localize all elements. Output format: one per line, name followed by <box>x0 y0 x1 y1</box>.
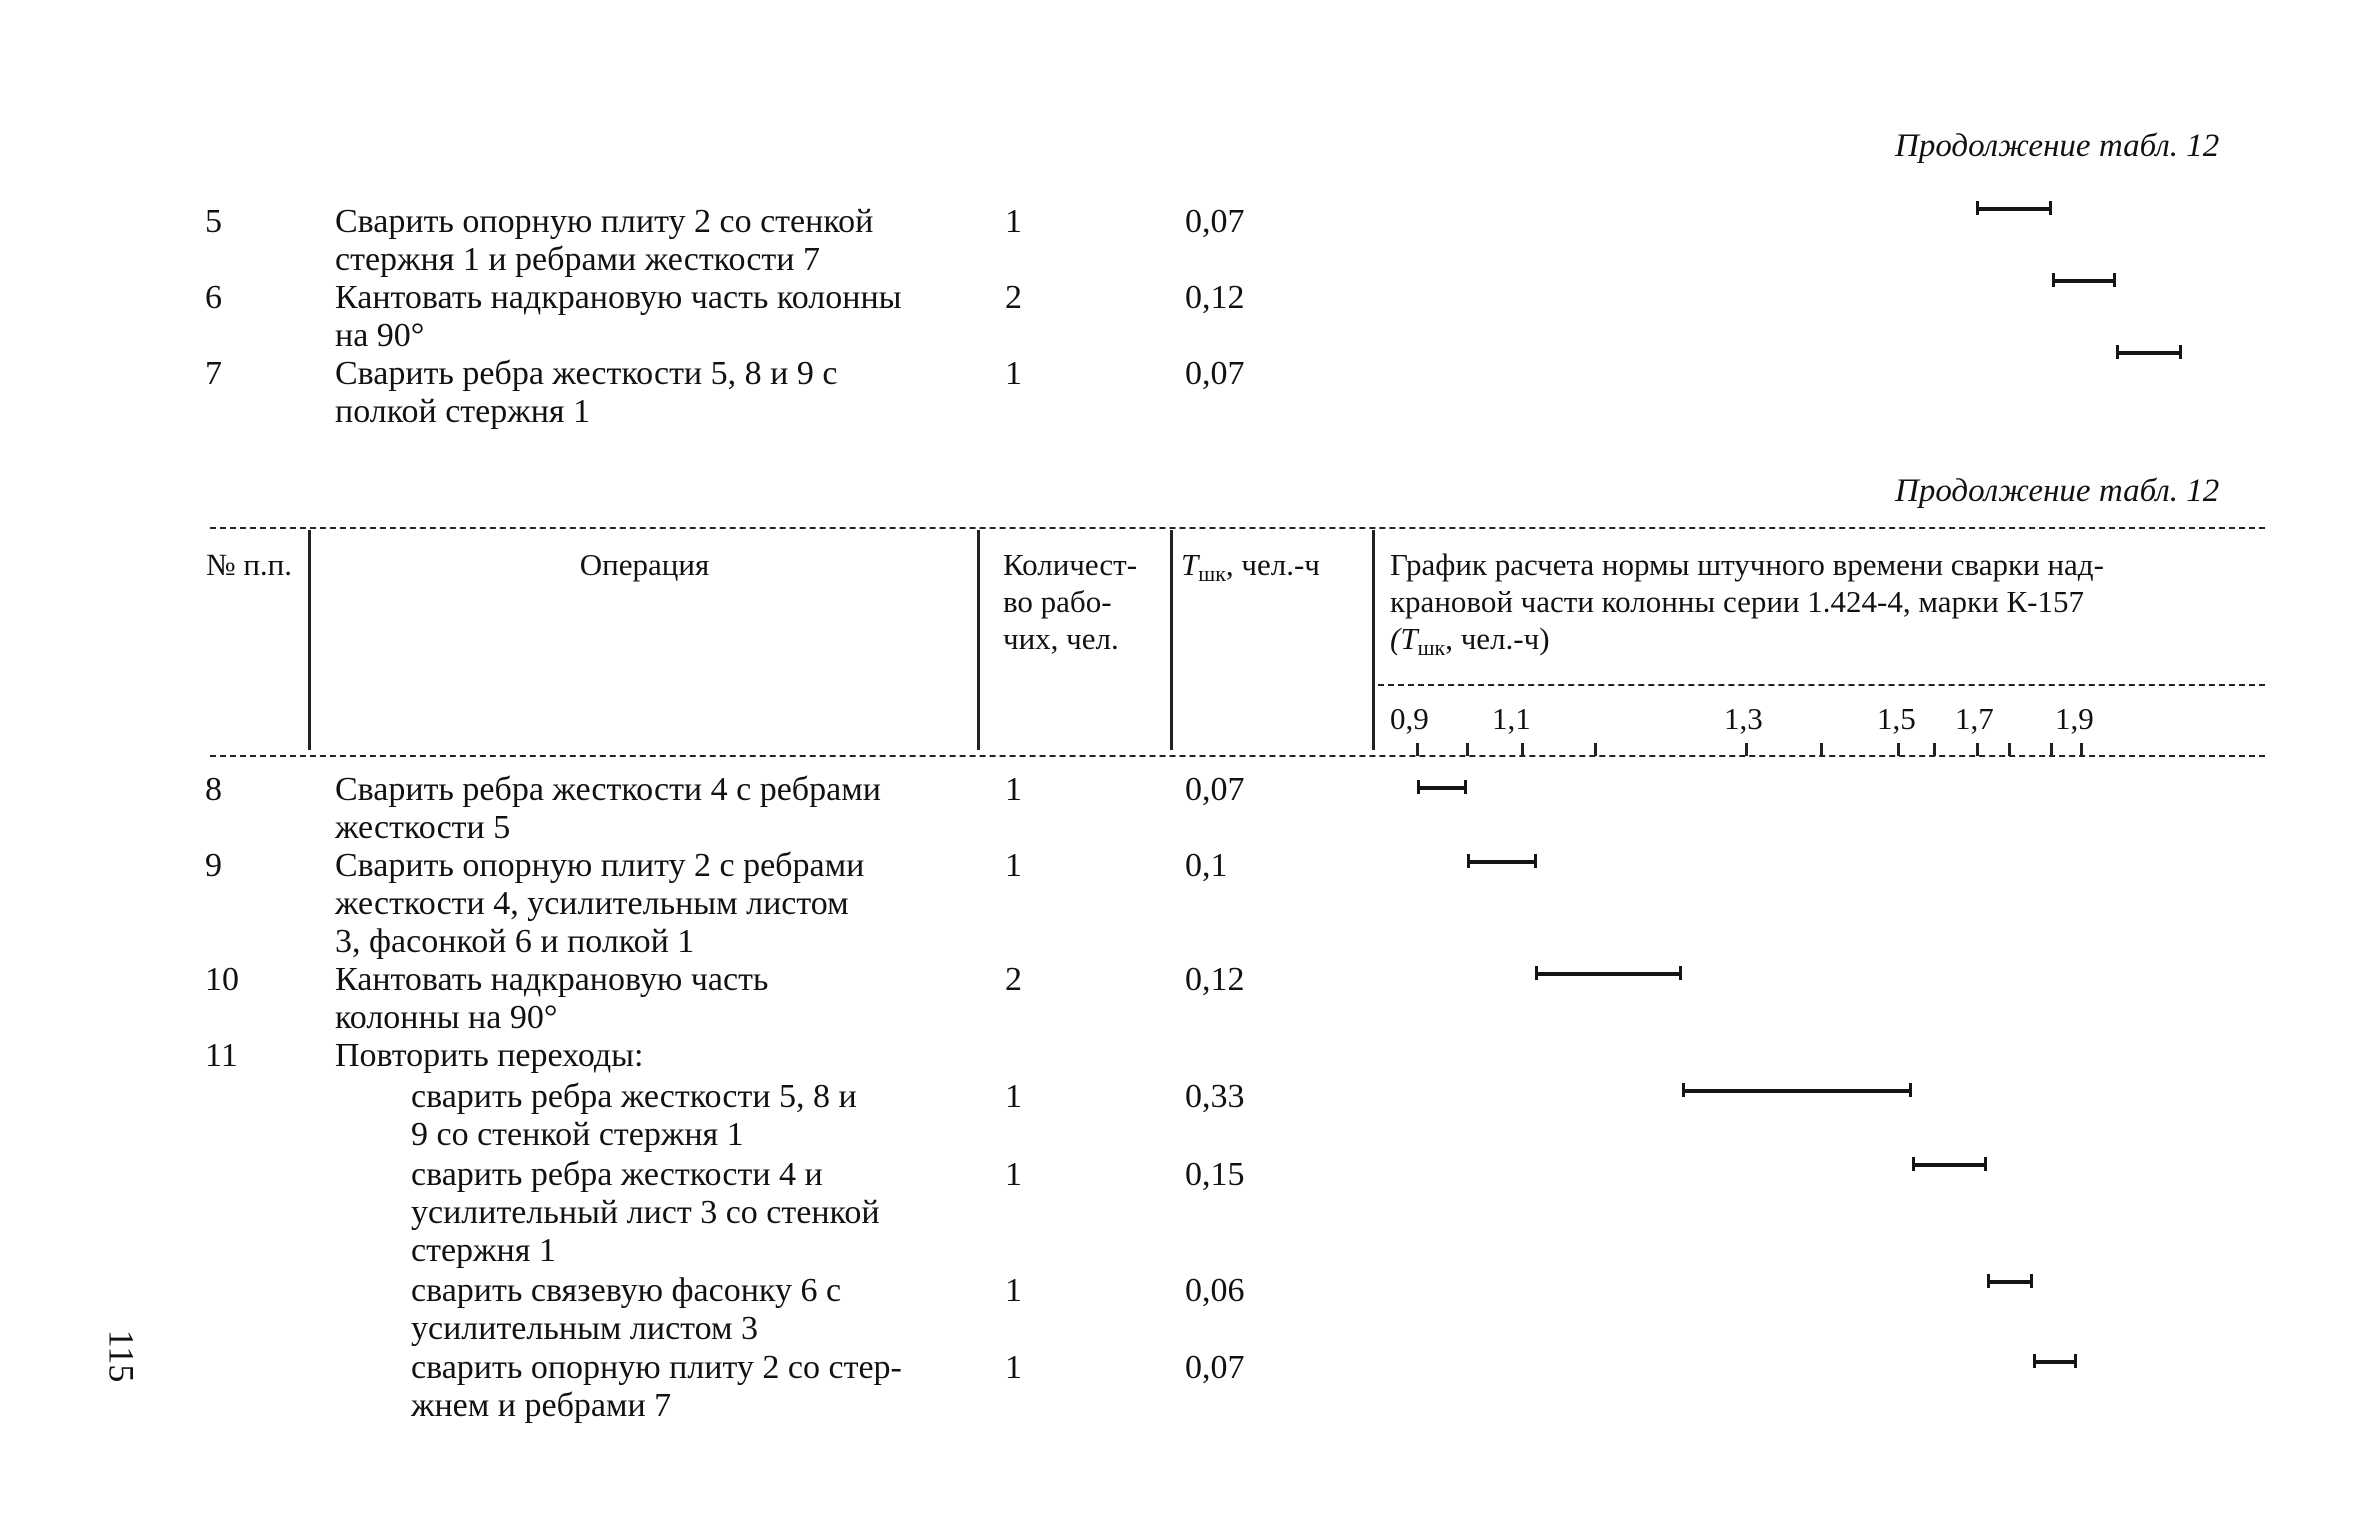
operation-line: сварить опорную плиту 2 со стер- <box>411 1349 902 1386</box>
table-caption-main: Продолжение табл. 12 <box>1895 473 2220 509</box>
header-line: Количест- <box>1003 547 1138 582</box>
operation-line: Сварить опорную плиту 2 с ребрами <box>335 847 865 884</box>
operation-line: жесткости 5 <box>335 809 511 846</box>
operation-line: на 90° <box>335 317 425 354</box>
time-subscript: шк <box>1198 561 1226 586</box>
scale-tick <box>1745 743 1748 756</box>
gantt-bar <box>1467 860 1537 864</box>
operation-line: Кантовать надкрановую часть <box>335 961 769 998</box>
operation-line: Повторить переходы: <box>335 1037 644 1074</box>
scale-tick <box>2050 743 2053 756</box>
gantt-bar <box>2052 279 2116 283</box>
workers-value: 1 <box>1005 355 1022 392</box>
column-divider <box>977 530 980 750</box>
time-value: 0,07 <box>1185 1349 1245 1386</box>
operation-line: 9 со стенкой стержня 1 <box>411 1116 744 1153</box>
workers-value: 2 <box>1005 279 1022 316</box>
chart-symbol: (T <box>1390 621 1418 656</box>
operation-line: жесткости 4, усилительным листом <box>335 885 849 922</box>
header-line: График расчета нормы штучного времени сварки над- <box>1390 547 2104 582</box>
scale-label: 0,9 <box>1390 701 1429 736</box>
operation-line: стержня 1 <box>411 1232 556 1269</box>
time-value: 0,33 <box>1185 1078 1245 1115</box>
header-bottom-rule <box>210 755 2265 757</box>
operation-line: Сварить ребра жесткости 4 с ребрами <box>335 771 881 808</box>
row-number: 8 <box>205 771 222 808</box>
time-unit: , чел.-ч <box>1225 547 1320 582</box>
time-value: 0,07 <box>1185 771 1245 808</box>
gantt-bar <box>1417 786 1467 790</box>
gantt-bar <box>1987 1280 2033 1284</box>
header-line <box>1390 620 1550 666</box>
scale-tick <box>1933 743 1936 756</box>
scale-rule <box>1378 684 2265 686</box>
row-number: 6 <box>205 279 222 316</box>
operation-line: Сварить ребра жесткости 5, 8 и 9 с <box>335 355 838 392</box>
column-divider <box>308 530 311 750</box>
gantt-bar <box>2116 351 2182 355</box>
operation-line: колонны на 90° <box>335 999 558 1036</box>
scale-tick <box>1521 743 1524 756</box>
operation-line: стержня 1 и ребрами жесткости 7 <box>335 241 820 278</box>
col-header-number: № п.п. <box>206 547 293 582</box>
scale-tick <box>2008 743 2011 756</box>
operation-line: Кантовать надкрановую часть колонны <box>335 279 902 316</box>
time-symbol: T <box>1181 547 1199 582</box>
scale-label: 1,5 <box>1877 701 1916 736</box>
table-top-rule <box>210 527 2265 529</box>
time-value: 0,07 <box>1185 355 1245 392</box>
scale-tick <box>1897 743 1900 756</box>
time-value: 0,12 <box>1185 279 1245 316</box>
page-number: 115 <box>101 1329 142 1383</box>
time-value: 0,07 <box>1185 203 1245 240</box>
workers-value: 1 <box>1005 1078 1022 1115</box>
scale-tick <box>1466 743 1469 756</box>
header-line: чих, чел. <box>1003 621 1119 656</box>
header-line: крановой части колонны серии 1.424-4, марки К-157 <box>1390 584 2084 619</box>
workers-value: 1 <box>1005 1272 1022 1309</box>
gantt-bar <box>1682 1089 1912 1093</box>
time-value: 0,12 <box>1185 961 1245 998</box>
operation-line: Сварить опорную плиту 2 со стенкой <box>335 203 874 240</box>
row-number: 9 <box>205 847 222 884</box>
operation-line: 3, фасонкой 6 и полкой 1 <box>335 923 695 960</box>
col-header-operation: Операция <box>579 547 710 582</box>
gantt-bar <box>1535 972 1682 976</box>
scale-label: 1,1 <box>1492 701 1531 736</box>
scale-label: 1,7 <box>1955 701 1994 736</box>
scale-tick <box>2080 743 2083 756</box>
workers-value: 1 <box>1005 203 1022 240</box>
operation-line: усилительный лист 3 со стенкой <box>411 1194 880 1231</box>
scale-tick <box>1820 743 1823 756</box>
gantt-bar <box>2033 1360 2077 1364</box>
row-number: 7 <box>205 355 222 392</box>
col-header-time <box>1181 546 1320 592</box>
operation-line: усилительным листом 3 <box>411 1310 758 1347</box>
row-number: 11 <box>205 1037 238 1074</box>
scale-tick <box>1416 743 1419 756</box>
time-value: 0,15 <box>1185 1156 1245 1193</box>
operation-line: сварить связевую фасонку 6 с <box>411 1272 842 1309</box>
chart-subscript: шк <box>1417 635 1446 660</box>
chart-unit: , чел.-ч) <box>1445 621 1550 656</box>
scale-tick <box>1594 743 1597 756</box>
operation-line: сварить ребра жесткости 4 и <box>411 1156 823 1193</box>
column-divider <box>1372 530 1375 750</box>
time-value: 0,06 <box>1185 1272 1245 1309</box>
gantt-bar <box>1976 207 2052 211</box>
workers-value: 1 <box>1005 1349 1022 1386</box>
column-divider <box>1170 530 1173 750</box>
workers-value: 1 <box>1005 771 1022 808</box>
table-caption-top: Продолжение табл. 12 <box>1895 128 2220 164</box>
scale-label: 1,3 <box>1724 701 1763 736</box>
workers-value: 1 <box>1005 847 1022 884</box>
scale-tick <box>1976 743 1979 756</box>
operation-line: полкой стержня 1 <box>335 393 591 430</box>
workers-value: 2 <box>1005 961 1022 998</box>
time-value: 0,1 <box>1185 847 1228 884</box>
row-number: 5 <box>205 203 222 240</box>
workers-value: 1 <box>1005 1156 1022 1193</box>
operation-line: сварить ребра жесткости 5, 8 и <box>411 1078 857 1115</box>
scale-label: 1,9 <box>2055 701 2094 736</box>
gantt-bar <box>1912 1163 1987 1167</box>
operation-line: жнем и ребрами 7 <box>411 1387 672 1424</box>
header-line: во рабо- <box>1003 584 1112 619</box>
row-number: 10 <box>205 961 239 998</box>
